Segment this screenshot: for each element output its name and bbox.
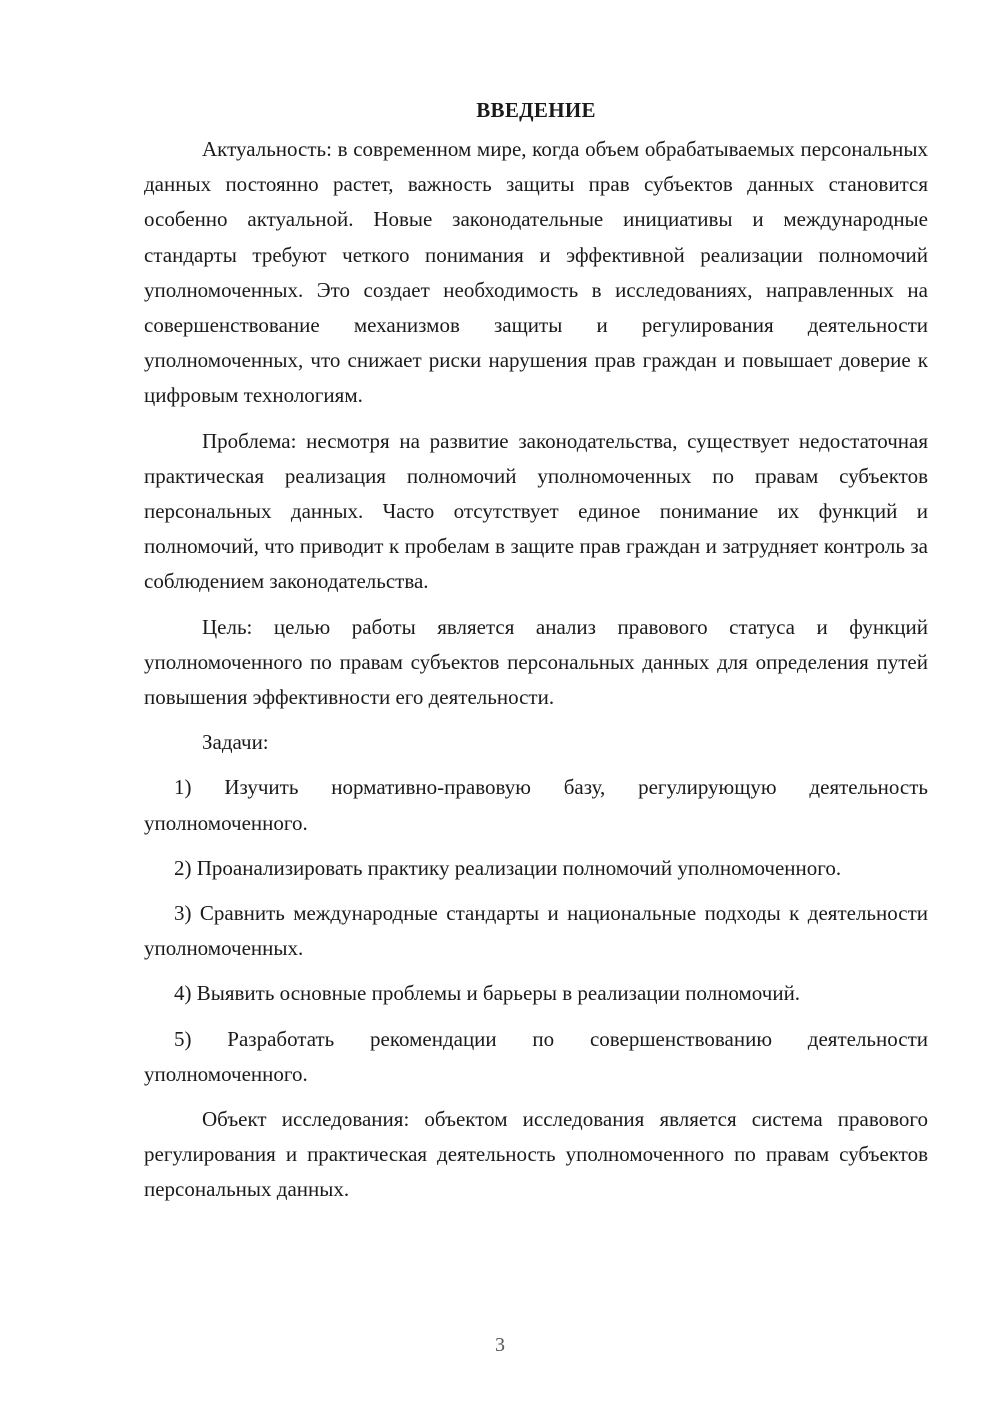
task-item-1: 1) Изучить нормативно-правовую базу, регулирующую деятельность уполномоченного. bbox=[144, 775, 928, 835]
task-item-4: 4) Выявить основные проблемы и барьеры в реализации полномочий. bbox=[174, 981, 801, 1006]
page-number: 3 bbox=[495, 1334, 505, 1356]
paragraph-goal: Цель: целью работы является анализ правового статуса и функций уполномоченного по правам субъектов персональных данных для определения путей повышения эффективности его деятельности. bbox=[144, 614, 928, 710]
page-title: ВВЕДЕНИЕ bbox=[476, 98, 596, 122]
paragraph-relevance: Актуальность: в современном мире, когда объем обрабатываемых персональных данных постоянно растет, важность защиты прав субъектов данных становится особенно актуальной. Новые законодательные инициативы и международные стандарты требуют четкого понимания и эффективной реализации полномочий уполномоченных. Это создает необходимость в исследованиях, направленных на совершенствование механизмов защиты и регулирования деятельности уполномоченных, что снижает риски нарушения прав граждан и повышает доверие к цифровым технологиям. bbox=[144, 137, 928, 408]
paragraph-object: Объект исследования: объектом исследования является система правового регулирования и практическая деятельность уполномоченного по правам субъектов персональных данных. bbox=[144, 1107, 928, 1202]
document-page bbox=[144, 96, 928, 1396]
task-item-5: 5) Разработать рекомендации по совершенствованию деятельности уполномоченного. bbox=[144, 1026, 928, 1086]
task-item-3: 3) Сравнить международные стандарты и национальные подходы к деятельности уполномоченных. bbox=[144, 901, 928, 961]
paragraph-problem: Проблема: несмотря на развитие законодательства, существует недостаточная практическая реализация полномочий уполномоченных по правам субъектов персональных данных. Часто отсутствует единое понимание их функций и полномочий, что приводит к пробелам в защите прав граждан и затрудняет контроль за соблюдением законодательства. bbox=[144, 428, 928, 594]
task-item-2: 2) Проанализировать практику реализации полномочий уполномоченного. bbox=[174, 855, 842, 880]
tasks-heading: Задачи: bbox=[202, 730, 269, 755]
